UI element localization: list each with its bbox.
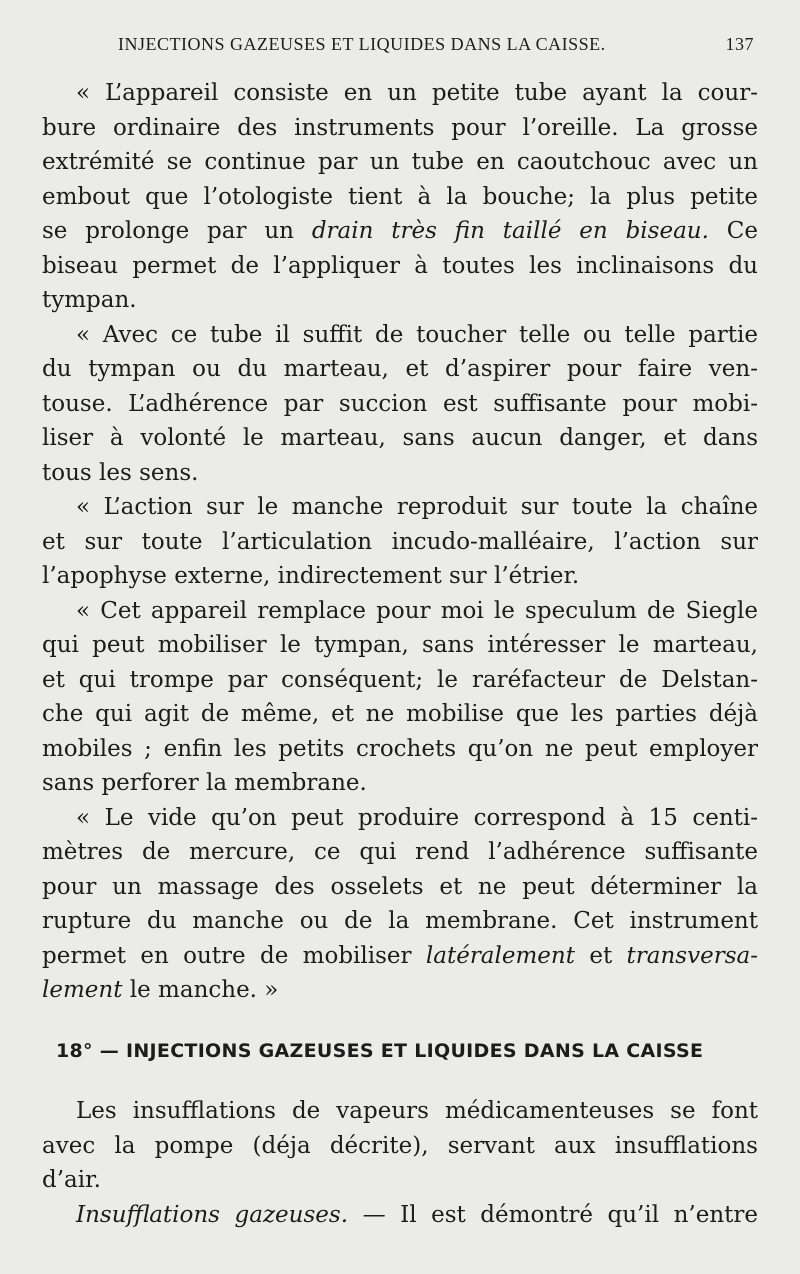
- text-line: [42, 939, 758, 974]
- text-line: [42, 973, 758, 1008]
- text-line: « L’appareil consiste en un petite tube ayant la cour-: [76, 80, 758, 106]
- text-line: Les insufflations de vapeurs médicamenteuses se font: [76, 1098, 758, 1124]
- text-line: che qui agit de même, et ne mobilise que les parties déjà: [42, 701, 758, 727]
- text-line: rupture du manche ou de la membrane. Cet instrument: [42, 908, 758, 934]
- quoted-passage: [42, 76, 758, 1008]
- text-line: et qui trompe par conséquent; le raréfacteur de Delstan-: [42, 666, 758, 693]
- italic-run: transversa-: [626, 942, 758, 969]
- page-number: 137: [725, 34, 754, 54]
- text-run: Ce: [726, 218, 758, 244]
- text-line: [42, 1198, 758, 1233]
- text-line: qui peut mobiliser le tympan, sans intéresser le marteau,: [42, 632, 758, 658]
- text-line: d’air.: [42, 1167, 101, 1193]
- text-line: liser à volonté le marteau, sans aucun danger, et dans: [42, 425, 758, 451]
- running-head: [118, 34, 754, 62]
- text-line: [42, 214, 758, 249]
- text-line: biseau permet de l’appliquer à toutes les inclinaisons du: [42, 252, 758, 279]
- text-line: extrémité se continue par un tube en caoutchouc avec un: [42, 149, 758, 175]
- text-line: embout que l’otologiste tient à la bouche; la plus petite: [42, 183, 758, 210]
- text-line: du tympan ou du marteau, et d’aspirer pour faire ven-: [42, 356, 758, 382]
- italic-run: Insufflations gazeuses.: [76, 1201, 349, 1228]
- section-body: [42, 1094, 758, 1232]
- text-line: et sur toute l’articulation incudo-malléaire, l’action sur: [42, 528, 758, 555]
- text-run: — Il est démontré qu’il n’entre: [362, 1201, 758, 1228]
- running-head-title: INJECTIONS GAZEUSES ET LIQUIDES DANS LA CAISSE.: [118, 34, 606, 54]
- text-line: tympan.: [42, 287, 137, 313]
- italic-run: lement: [42, 977, 123, 1003]
- text-line: mobiles ; enfin les petits crochets qu’on ne peut employer: [42, 735, 758, 762]
- text-run: permet en outre de mobiliser: [42, 942, 412, 969]
- italic-run: drain très fin taillé en biseau.: [311, 218, 709, 244]
- text-run: le manche. »: [129, 977, 279, 1003]
- text-line: sans perforer la membrane.: [42, 770, 367, 796]
- text-line: l’apophyse externe, indirectement sur l’étrier.: [42, 563, 580, 589]
- text-line: bure ordinaire des instruments pour l’oreille. La grosse: [42, 114, 758, 141]
- section-heading: 18° — INJECTIONS GAZEUSES ET LIQUIDES DANS LA CAISSE: [56, 1040, 704, 1062]
- text-line: « L’action sur le manche reproduit sur toute la chaîne: [76, 494, 758, 520]
- text-line: tous les sens.: [42, 459, 199, 486]
- text-line: « Cet appareil remplace pour moi le speculum de Siegle: [76, 597, 758, 624]
- text-line: avec la pompe (déja décrite), servant aux insufflations: [42, 1132, 758, 1159]
- text-run: se prolonge par un: [42, 218, 294, 244]
- italic-run: latéralement: [425, 942, 575, 969]
- text-line: pour un massage des osselets et ne peut déterminer la: [42, 873, 758, 900]
- text-line: mètres de mercure, ce qui rend l’adhérence suffisante: [42, 839, 758, 865]
- text-line: « Avec ce tube il suffit de toucher telle ou telle partie: [76, 321, 758, 348]
- text-run: et: [589, 942, 613, 969]
- text-line: touse. L’adhérence par succion est suffisante pour mobi-: [42, 390, 758, 417]
- text-line: « Le vide qu’on peut produire correspond à 15 centi-: [76, 804, 758, 831]
